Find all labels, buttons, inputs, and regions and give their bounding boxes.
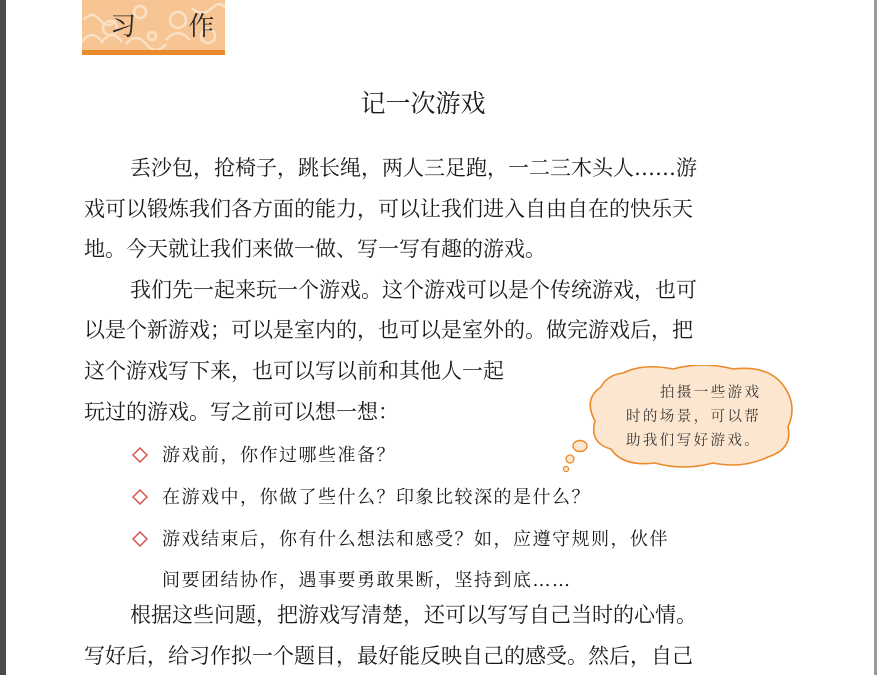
thought-bubble-line-3: 助我们写好游戏。 [626, 433, 762, 449]
bullet-item-2 [162, 483, 591, 509]
bullet-item-2-text: 在游戏中，你做了些什么？印象比较深的是什么？ [162, 487, 591, 508]
bullet-item-3-continued: 间要团结协作，遇事要勇敢果断，坚持到底…… [162, 570, 572, 591]
diamond-bullet-icon [132, 531, 148, 547]
paragraph-3-line-2: 写好后，给习作拟一个题目，最好能反映自己的感受。然后，自己 [84, 644, 693, 668]
paragraph-1-line-2: 戏可以锻炼我们各方面的能力，可以让我们进入自由自在的快乐天 [84, 197, 693, 221]
thought-bubble-dots [560, 436, 590, 476]
section-header-underline [82, 50, 225, 55]
bullet-item-3-text: 游戏结束后，你有什么想法和感受？如，应遵守规则，伙伴 [162, 529, 669, 550]
paragraph-1-line-1: 丢沙包，抢椅子，跳长绳，两人三足跑，一二三木头人……游 [130, 156, 697, 180]
bullet-item-3 [162, 525, 669, 551]
bullet-item-1 [162, 441, 396, 467]
paragraph-2-line-2: 以是个新游戏；可以是室内的，也可以是室外的。做完游戏后，把 [84, 318, 693, 342]
paragraph-2-line-1: 我们先一起来玩一个游戏。这个游戏可以是个传统游戏，也可 [130, 278, 697, 302]
diamond-bullet-icon [132, 447, 148, 463]
paragraph-1-line-3: 地。今天就让我们来做一做、写一写有趣的游戏。 [84, 237, 546, 261]
section-header-label: 习 作 [110, 12, 237, 42]
paragraph-2-line-4: 玩过的游戏。写之前可以想一想： [84, 400, 399, 424]
paragraph-3-line-1: 根据这些问题，把游戏写清楚，还可以写写自己当时的心情。 [130, 603, 697, 627]
diamond-bullet-icon [132, 489, 148, 505]
thought-bubble-line-1: 拍摄一些游戏 [660, 385, 762, 401]
thought-bubble-text [622, 381, 782, 453]
paragraph-2-line-3: 这个游戏写下来，也可以写以前和其他人一起 [84, 359, 504, 383]
thought-bubble-line-2: 时的场景，可以帮 [626, 409, 762, 425]
bullet-item-1-text: 游戏前，你作过哪些准备？ [162, 445, 396, 466]
page-title: 记一次游戏 [360, 89, 486, 118]
